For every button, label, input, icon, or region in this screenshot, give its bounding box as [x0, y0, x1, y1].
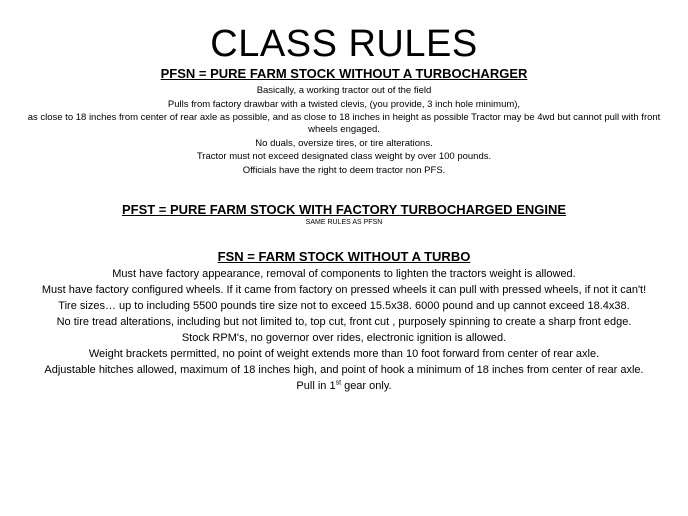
- pfsn-heading: PFSN = PURE FARM STOCK WITHOUT A TURBOCHARGER: [160, 66, 528, 81]
- pfsn-rule: as close to 18 inches from center of rear axle as possible, and as close to 18 inches in height as possible Tractor may be 4wd but cannot pull with front wheels engaged.: [27, 112, 661, 135]
- pfsn-rule: Basically, a working tractor out of the field: [256, 85, 432, 96]
- pfsn-rule: Tractor must not exceed designated class weight by over 100 pounds.: [196, 151, 492, 162]
- pfst-note: SAME RULES AS PFSN: [305, 219, 383, 226]
- page-title: CLASS RULES: [210, 23, 478, 65]
- pfst-section: [14, 202, 674, 228]
- fsn-rule: Tire sizes… up to including 5500 pounds tire size not to exceed 15.5x38. 6000 pound and up cannot exceed 18.4x38.: [58, 300, 630, 312]
- gear-rule-text: Pull in 1: [296, 380, 336, 392]
- pfsn-rule: Pulls from factory drawbar with a twisted clevis, (you provide, 3 inch hole minimum),: [167, 98, 521, 110]
- fsn-rule: No tire tread alterations, including but not limited to, top cut, front cut , purposely spinning to create a sharp front edge.: [56, 316, 632, 328]
- fsn-rule-gear: [14, 380, 674, 394]
- fsn-rule: Must have factory appearance, removal of components to lighten the tractors weight is allowed.: [112, 268, 576, 280]
- gear-rule-ordinal: st: [335, 379, 342, 387]
- pfsn-section: [14, 66, 674, 178]
- fsn-rule: Must have factory configured wheels. If it came from factory on pressed wheels it can pull with pressed wheels, if not it can't!: [41, 284, 647, 296]
- fsn-rule: Adjustable hitches allowed, maximum of 18 inches high, and point of hook a minimum of 18 inches from center of rear axle.: [44, 364, 644, 376]
- pfst-heading: PFST = PURE FARM STOCK WITH FACTORY TURBOCHARGED ENGINE: [121, 202, 567, 217]
- pfsn-rule: Officials have the right to deem tractor non PFS.: [242, 164, 446, 176]
- fsn-section: [14, 249, 674, 396]
- fsn-rule: Stock RPM's, no governor over rides, electronic ignition is allowed.: [181, 332, 507, 344]
- fsn-rule: Weight brackets permitted, no point of weight extends more than 10 foot forward from center of rear axle.: [88, 348, 600, 360]
- pfsn-rule: No duals, oversize tires, or tire alterations.: [255, 137, 433, 149]
- gear-rule-text-end: gear only.: [341, 380, 392, 392]
- fsn-heading: FSN = FARM STOCK WITHOUT A TURBO: [217, 249, 471, 264]
